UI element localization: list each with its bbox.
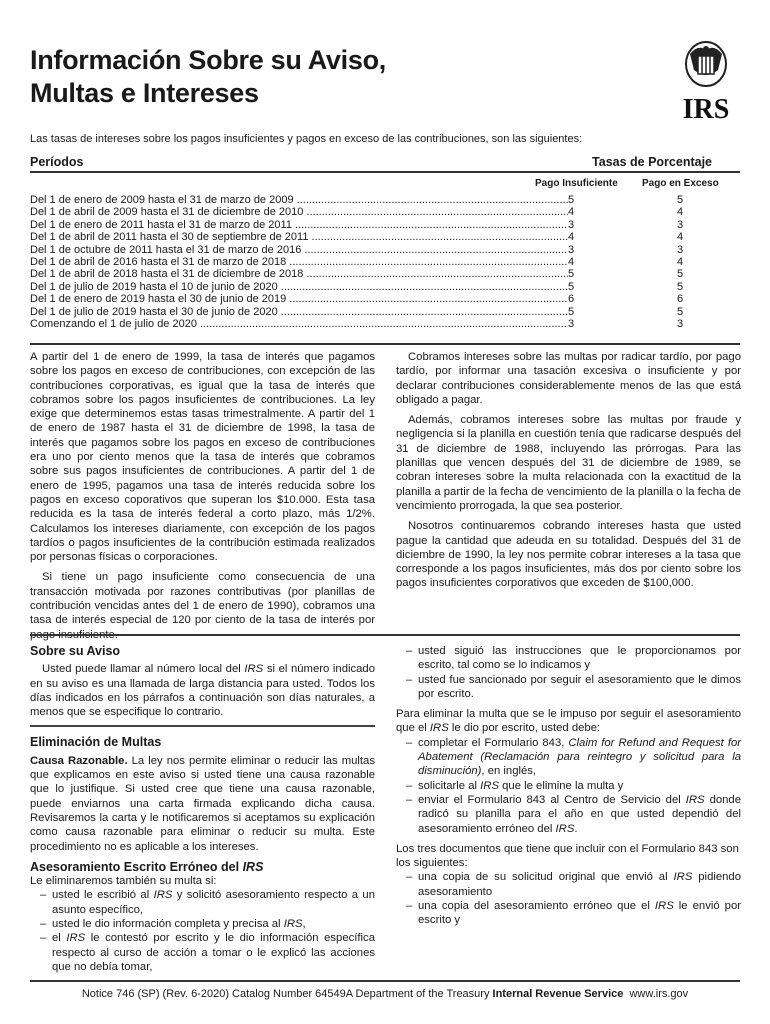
rate-row <box>30 281 740 293</box>
paragraph: Además, cobramos intereses sobre las multas por fraude y negligencia si la planilla en cuestión tenía que radicarse después del 31 de diciembre de 1988, incluyendo las prórrogas. Para las planillas que vencen después del 31 de diciembre de 1989, se cobran intereses sobre la multa relacionada con la exactitud de la planilla a partir de la fecha de vencimiento de la planilla o la fecha de vencimiento prorrogada, la que sea posterior. <box>396 414 741 512</box>
section-heading-asesoramiento <box>30 860 375 874</box>
italic-text: IRS <box>153 889 173 902</box>
text: le dio por escrito, usted debe: <box>448 722 601 735</box>
rate-period: Comenzando el 1 de julio de 2020 ..... <box>30 318 570 330</box>
rate-period: Del 1 de enero de 2019 hasta el 30 de junio de 2019 ..... <box>30 293 570 305</box>
periods-heading: Períodos <box>30 155 84 169</box>
right-column-bottom <box>396 644 741 928</box>
rate-period: Del 1 de abril de 2016 hasta el 31 de marzo de 2018 ..... <box>30 256 570 268</box>
paragraph: A partir del 1 de enero de 1999, la tasa de interés que pagamos sobre los pagos en exceso de contribuciones, con excepción de las contribuciones corporativas, es igual que la tasa de interés que cobramos sobre los pagos insuficientes de contribuciones. La ley exige que determinemos estas tasas trimestralmente. A partir del 1 de enero de 1987 hasta el 31 de diciembre de 1998, la tasa de interés que pagamos sobre los pagos en exceso de contribuciones era uno por ciento menos que la tasa de interés que cobramos sobre sus pagos insuficientes de contribuciones. A partir del 1 de enero de 1995, pagamos una tasa de interés reducida sobre los pagos en exceso coporativos que superan los $10.000. Esta tasa reducida es la tasa de interés federal a corto plazo, más 1/2%. Calculamos los intereses diariamente, con excepción de los pagos tardíos o pagos insuficientes de la contribución estimada realizados por personas físicas o corporaciones. <box>30 351 375 564</box>
col-header-over: Pago en Exceso <box>642 178 719 189</box>
rate-under: 6 <box>568 293 580 305</box>
rate-over: 5 <box>676 194 684 206</box>
italic-text: IRS <box>480 779 499 792</box>
italic-text: IRS <box>66 932 86 945</box>
list-item <box>396 870 741 899</box>
right-column-top <box>396 350 741 597</box>
footer-url: www.irs.gov <box>623 988 689 1000</box>
irs-eagle-logo-icon <box>668 40 744 122</box>
footer-notice: Notice 746 (SP) (Rev. 6-2020) Catalog Number 64549A Department of the Treasury <box>81 988 493 1000</box>
rate-over: 3 <box>676 243 684 256</box>
section-heading-eliminacion: Eliminación de Multas <box>30 735 162 750</box>
paragraph: Si tiene un pago insuficiente como consecuencia de una transacción motivada por razones contributivas (por planillas de contribución vencidas antes del 1 de enero de 1990), cobramos una tasa de interés especial de 120 por ciento de la tasa de interés por pago insuficiente. <box>30 571 375 641</box>
italic-text: IRS <box>654 900 674 913</box>
rate-over: 6 <box>676 293 684 306</box>
rate-row <box>30 244 740 256</box>
list-item <box>396 779 741 793</box>
text: una copia de su solicitud original que envió al <box>418 871 674 884</box>
title-line-2: Multas e Intereses <box>30 78 259 108</box>
rate-row <box>30 318 740 330</box>
paragraph <box>396 707 741 736</box>
list-item <box>396 673 741 702</box>
divider <box>30 343 740 345</box>
italic-text: IRS <box>244 663 264 676</box>
rate-period: Del 1 de julio de 2019 hasta el 10 de junio de 2020 ..... <box>30 281 570 293</box>
italic-text: IRS <box>555 822 575 835</box>
list-item <box>396 899 741 928</box>
italic-text: Claim for Refund and Request for Abatement (Reclamación para reintegro y solicitud para la disminución) <box>418 736 741 778</box>
rate-row <box>30 268 740 280</box>
rate-period: Del 1 de abril de 2018 hasta el 31 de diciembre de 2018 ..... <box>30 268 570 280</box>
list-item <box>396 793 741 836</box>
list <box>396 736 741 836</box>
rate-over: 3 <box>676 218 684 231</box>
text: , en inglés, <box>481 765 537 778</box>
rate-over: 5 <box>676 305 684 318</box>
rate-under: 4 <box>568 206 580 218</box>
text: pidiendo asesoramiento <box>418 871 741 898</box>
paragraph <box>30 662 375 719</box>
page-title <box>30 44 386 110</box>
text: el <box>52 932 67 945</box>
italic-text: IRS <box>685 793 705 806</box>
rate-row <box>30 231 740 243</box>
left-column-bottom <box>30 644 375 974</box>
section-heading-aviso: Sobre su Aviso <box>30 644 121 658</box>
list-item <box>30 931 375 974</box>
list <box>396 644 741 701</box>
rate-row <box>30 293 740 305</box>
rate-period: Del 1 de octubre de 2011 hasta el 31 de marzo de 2016 ..... <box>30 244 570 256</box>
rate-period: Del 1 de abril de 2011 hasta el 30 de septiembre de 2011 ..... <box>30 231 570 243</box>
paragraph-text: La ley nos permite eliminar o reducir las multas que explicamos en este aviso si usted tiene una causa razonable que lo justifique. Si usted cree que tiene una causa razonable, puede enviarnos una carta firmada explicando dicha causa. Revisaremos la carta y le notificaremos si aceptamos su explicación como causa razonable para eliminar o reducir su multa. Este procedimiento no es aplicable a los intereses. <box>30 754 375 853</box>
list-item <box>396 736 741 779</box>
text: completar el Formulario 843, <box>418 736 569 749</box>
rate-over: 4 <box>676 206 684 219</box>
text: si el número indicado en su aviso es una llamada de larga distancia para usted. Todos los días indicados en los párrafos a continuación son días naturales, a menos que se especifique lo contrario. <box>30 663 375 719</box>
rate-over: 3 <box>676 317 684 330</box>
rate-period: Del 1 de enero de 2009 hasta el 31 de marzo de 2009 ..... <box>30 194 570 206</box>
rate-under: 3 <box>568 318 580 330</box>
italic-text: IRS <box>283 918 303 931</box>
paragraph: Le eliminaremos también su multa si: <box>30 875 217 888</box>
title-line-1: Información Sobre su Aviso, <box>30 45 386 75</box>
lead-text: Causa Razonable. <box>30 754 128 767</box>
list-item <box>30 888 375 917</box>
divider <box>30 634 740 636</box>
rate-under: 3 <box>568 219 580 231</box>
text: enviar el Formulario 843 al Centro de Servicio del <box>418 793 686 806</box>
rate-over: 5 <box>676 280 684 293</box>
italic-text: IRS <box>429 722 449 735</box>
col-header-under: Pago Insuficiente <box>535 178 618 189</box>
rate-row <box>30 219 740 231</box>
intro-text: Las tasas de intereses sobre los pagos insuficientes y pagos en exceso de las contribuciones, son las siguientes: <box>30 133 583 145</box>
heading-text: Asesoramiento Escrito Erróneo del <box>30 859 243 874</box>
rate-row <box>30 306 740 318</box>
italic-text: IRS <box>673 871 693 884</box>
rate-under: 5 <box>568 281 580 293</box>
text: que le elimine la multa y <box>499 779 624 792</box>
text: donde radicó su planilla para el año en que usted dependió del asesoramiento erróneo del <box>418 793 741 835</box>
text: le envió por escrito y <box>418 900 742 927</box>
rate-period: Del 1 de abril de 2009 hasta el 31 de diciembre de 2010 ..... <box>30 206 570 218</box>
rate-period: Del 1 de julio de 2019 hasta el 30 de junio de 2020 ..... <box>30 306 570 318</box>
rate-over: 4 <box>676 255 684 268</box>
text: y solicitó asesoramiento respecto a un asunto específico, <box>52 889 376 916</box>
rate-under: 4 <box>568 256 580 268</box>
paragraph: Cobramos intereses sobre las multas por radicar tardío, por pago tardío, por informar una tasación excesiva o insuficiente y por declarar contribuciones considerablemente menos de las que está obligado a pagar. <box>396 351 741 406</box>
footer <box>30 988 740 1000</box>
footer-agency: Internal Revenue Service <box>492 988 624 1000</box>
divider <box>30 725 375 727</box>
rate-under: 3 <box>568 244 580 256</box>
rates-table <box>30 194 740 330</box>
list <box>30 888 375 974</box>
text: usted fue sancionado por seguir el asesoramiento que le dimos por escrito. <box>418 673 741 700</box>
heading-italic: IRS <box>242 859 264 874</box>
text: usted siguió las instrucciones que le proporcionamos por escrito, tal como se lo indicamos y <box>418 645 741 672</box>
rate-under: 5 <box>568 268 580 280</box>
divider <box>30 980 740 982</box>
text: , <box>302 918 306 931</box>
list-item <box>30 917 375 931</box>
text: usted le dio información completa y precisa al <box>52 918 284 931</box>
text: Para eliminar la multa que se le impuso por seguir el asesoramiento que el <box>396 708 741 735</box>
text: le contestó por escrito y le dio información específica respecto al curso de acción a tomar o le explicó las acciones que no debía tomar, <box>52 932 375 973</box>
text: solicitarle al <box>418 779 481 792</box>
rate-row <box>30 206 740 218</box>
rate-over: 4 <box>676 231 684 244</box>
rate-under: 4 <box>568 231 580 243</box>
text: usted le escribió al <box>52 889 154 902</box>
paragraph <box>30 754 375 854</box>
rate-row <box>30 256 740 268</box>
rate-under: 5 <box>568 306 580 318</box>
text: . <box>574 822 578 835</box>
text: una copia del asesoramiento erróneo que el <box>418 900 655 913</box>
rate-period: Del 1 de enero de 2011 hasta el 31 de marzo de 2011 ..... <box>30 219 570 231</box>
rate-over: 5 <box>676 268 684 281</box>
svg-text:IRS: IRS <box>682 94 730 122</box>
rate-under: 5 <box>568 194 580 206</box>
rates-heading: Tasas de Porcentaje <box>592 155 712 169</box>
paragraph: Los tres documentos que tiene que incluir con el Formulario 843 son los siguientes: <box>396 842 739 870</box>
text: Usted puede llamar al número local del <box>42 663 245 676</box>
rate-row <box>30 194 740 206</box>
list <box>396 870 741 927</box>
left-column-top <box>30 350 375 648</box>
rates-header <box>30 155 740 173</box>
paragraph: Nosotros continuaremos cobrando intereses hasta que usted pague la cantidad que adeuda en su totalidad. Después del 31 de diciembre de 1990, la ley nos permite cobrar intereses a la tasa que corresponde a los pagos insuficientes, más dos por ciento sobre los pagos insuficientes corporativos que exceden de $100,000. <box>396 520 741 590</box>
list-item <box>396 644 741 673</box>
